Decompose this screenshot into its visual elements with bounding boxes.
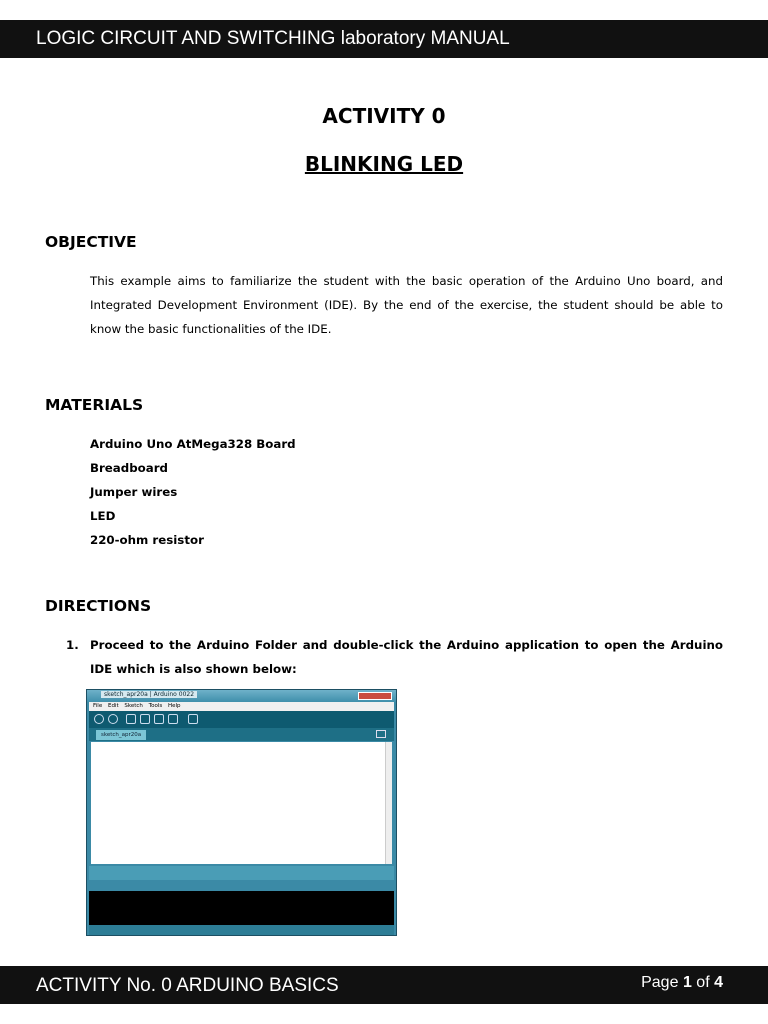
ide-title-bar (87, 690, 396, 702)
direction-step (66, 633, 723, 681)
ide-scrollbar (385, 742, 392, 864)
footer-activity-label: ACTIVITY No. 0 ARDUINO BASICS (36, 975, 339, 996)
header-bar (0, 20, 768, 58)
ide-menu-sketch: Sketch (124, 703, 143, 709)
page-total: 4 (714, 974, 723, 991)
activity-subtitle-wrap (0, 152, 768, 176)
activity-subtitle: BLINKING LED (304, 152, 464, 176)
serial-monitor-icon (188, 714, 198, 724)
step-text: Proceed to the Arduino Folder and double-click the Arduino application to open the Arduino IDE which is also shown below: (90, 638, 723, 676)
list-item: Jumper wires (90, 485, 178, 499)
window-controls-icon (358, 692, 392, 700)
list-item: Arduino Uno AtMega328 Board (90, 437, 296, 451)
directions-heading: DIRECTIONS (45, 597, 152, 615)
open-icon (140, 714, 150, 724)
header-title: LOGIC CIRCUIT AND SWITCHING laboratory MANUAL (36, 28, 510, 49)
ide-window-title: sketch_apr20a | Arduino 0022 (101, 691, 197, 698)
ide-status-bar (89, 866, 394, 880)
step-number: 1. (66, 638, 79, 652)
ide-bottom-bar (89, 925, 394, 935)
verify-icon (94, 714, 104, 724)
page-of: of (696, 974, 710, 991)
stop-icon (108, 714, 118, 724)
ide-editor-area (91, 742, 392, 864)
materials-list (90, 432, 296, 552)
ide-tab-bar (89, 728, 394, 741)
objective-text: This example aims to familiarize the student with the basic operation of the Arduino Uno board, and Integrated Development Environment (IDE). By the end of the exercise, the student should be able to know the basic functionalities of the IDE. (90, 274, 723, 336)
ide-sketch-tab: sketch_apr20a (96, 730, 146, 740)
arduino-ide-screenshot (86, 689, 397, 936)
save-icon (154, 714, 164, 724)
list-item: Breadboard (90, 461, 168, 475)
ide-menu-tools: Tools (148, 703, 163, 709)
page-indicator (641, 974, 723, 992)
page-word: Page (641, 974, 679, 991)
objective-heading: OBJECTIVE (45, 233, 137, 251)
page-current: 1 (682, 974, 692, 991)
materials-heading: MATERIALS (45, 396, 144, 414)
ide-toolbar (89, 711, 394, 728)
footer-bar (0, 966, 768, 1004)
ide-menu-edit: Edit (107, 703, 119, 709)
upload-icon (168, 714, 178, 724)
activity-title: ACTIVITY 0 (322, 104, 446, 128)
ide-menu-bar (89, 702, 394, 711)
new-icon (126, 714, 136, 724)
ide-console (89, 891, 394, 925)
ide-menu-file: File (93, 703, 103, 709)
list-item: 220-ohm resistor (90, 533, 204, 547)
ide-menu-help: Help (167, 703, 181, 709)
tab-menu-icon (376, 730, 386, 738)
list-item: LED (90, 509, 116, 523)
